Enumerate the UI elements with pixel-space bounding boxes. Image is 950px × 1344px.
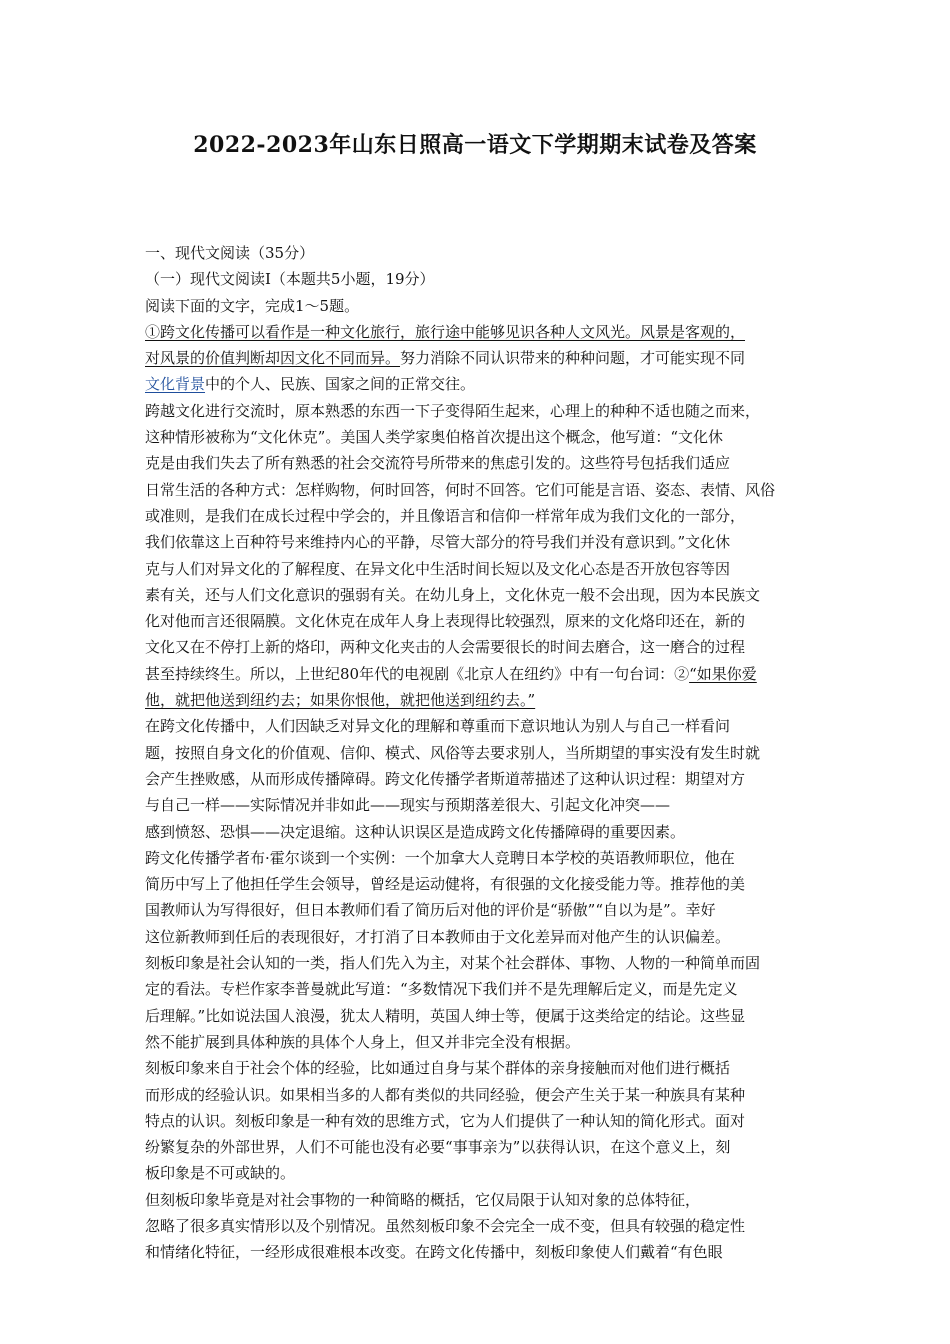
text-segment: 或准则，是我们在成长过程中学会的，并且像语言和信仰一样常年成为我们文化的一部分，: [145, 506, 746, 525]
text-line: [145, 897, 815, 923]
text-line: [145, 477, 815, 503]
hyperlink[interactable]: 文化背景: [145, 375, 206, 394]
text-line: [145, 950, 815, 976]
text-line: [145, 661, 815, 687]
text-line: [145, 1003, 815, 1029]
text-line: [145, 1134, 815, 1160]
text-segment: 这种情形被称为“文化休克”。美国人类学家奥伯格首次提出这个概念，他写道：“文化休: [145, 428, 724, 447]
text-line: [145, 792, 815, 818]
text-segment: 后理解。”比如说法国人浪漫，犹太人精明，英国人绅士等，便属于这类给定的结论。这些显: [145, 1006, 746, 1025]
text-line: [145, 1160, 815, 1186]
text-segment: 定的看法。专栏作家李普曼就此写道：“多数情况下我们并不是先理解后定义，而是先定义: [145, 980, 738, 999]
text-segment: 但刻板印象毕竟是对社会事物的一种简略的概括，它仅局限于认知对象的总体特征，: [145, 1190, 701, 1209]
text-line: [145, 976, 815, 1002]
text-segment: 中的个人、民族、国家之间的正常交往。: [205, 375, 476, 394]
text-segment: 国教师认为写得很好，但日本教师们看了简历后对他的评价是“骄傲”“自以为是”。幸好: [145, 901, 716, 920]
underlined-text: ①跨文化传播可以看作是一种文化旅行，旅行途中能够见识各种人文风光。风景是客观的，: [145, 322, 746, 341]
text-line: [145, 1029, 815, 1055]
text-line: [145, 871, 815, 897]
text-segment: （一）现代文阅读Ⅰ（本题共5小题，19分）: [145, 270, 435, 289]
text-segment: 刻板印象来自于社会个体的经验，比如通过自身与某个群体的亲身接触而对他们进行概括: [145, 1059, 731, 1078]
text-line: [145, 608, 815, 634]
text-segment: 与自己一样——实际情况并非如此——现实与预期落差很大、引起文化冲突——: [145, 796, 671, 815]
text-line: [145, 556, 815, 582]
text-segment: 文化又在不停打上新的烙印，两种文化夹击的人会需要很长的时间去磨合，这一磨合的过程: [145, 638, 746, 657]
text-segment: 特点的认识。刻板印象是一种有效的思维方式，它为人们提供了一种认知的简化形式。面对: [145, 1111, 746, 1130]
text-line: [145, 240, 815, 266]
text-line: [145, 845, 815, 871]
text-segment: 纷繁复杂的外部世界，人们不可能也没有必要“事事亲为”以获得认识，在这个意义上，刻: [145, 1138, 731, 1157]
text-segment: 我们依靠这上百种符号来维持内心的平静，尽管大部分的符号我们并没有意识到。”文化休: [145, 533, 731, 552]
text-line: [145, 1108, 815, 1134]
text-segment: 阅读下面的文字，完成1～5题。: [145, 296, 360, 315]
text-segment: 简历中写上了他担任学生会领导，曾经是运动健将，有很强的文化接受能力等。推荐他的美: [145, 875, 746, 894]
text-line: [145, 450, 815, 476]
document-title: 2022-2023年山东日照高一语文下学期期末试卷及答案: [193, 132, 757, 158]
text-line: [145, 634, 815, 660]
text-line: [145, 424, 815, 450]
text-segment: 忽略了很多真实情形以及个别情况。虽然刻板印象不会完全一成不变，但具有较强的稳定性: [145, 1216, 746, 1235]
document-body: [145, 240, 815, 1266]
text-line: [145, 740, 815, 766]
text-line: [145, 1213, 815, 1239]
text-line: [145, 1187, 815, 1213]
text-line: [145, 529, 815, 555]
text-segment: 克是由我们失去了所有熟悉的社会交流符号所带来的焦虑引发的。这些符号包括我们适应: [145, 454, 731, 473]
text-segment: 甚至持续终生。所以，上世纪80年代的电视剧《北京人在纽约》中有一句台词：②: [145, 664, 690, 683]
text-segment: 然不能扩展到具体种族的具体个人身上，但又并非完全没有根据。: [145, 1032, 581, 1051]
text-segment: 和情绪化特征，一经形成很难根本改变。在跨文化传播中，刻板印象使人们戴着“有色眼: [145, 1243, 723, 1262]
text-segment: 这位新教师到任后的表现很好，才打消了日本教师由于文化差异而对他产生的认识偏差。: [145, 927, 731, 946]
text-line: [145, 1082, 815, 1108]
text-line: [145, 319, 815, 345]
text-segment: 而形成的经验认识。如果相当多的人都有类似的共同经验，便会产生关于某一种族具有某种: [145, 1085, 746, 1104]
underlined-text: 对风景的价值判断却因文化不同而异。: [145, 349, 401, 368]
text-segment: 努力消除不同认识带来的种种问题，才可能实现不同: [400, 349, 746, 368]
text-line: [145, 345, 815, 371]
text-segment: 感到愤怒、恐惧——决定退缩。这种认识误区是造成跨文化传播障碍的重要因素。: [145, 822, 686, 841]
text-line: [145, 582, 815, 608]
text-segment: 克与人们对异文化的了解程度、在异文化中生活时间长短以及文化心态是否开放包容等因: [145, 559, 731, 578]
text-segment: 在跨文化传播中，人们因缺乏对异文化的理解和尊重而下意识地认为别人与自己一样看问: [145, 717, 731, 736]
text-segment: 板印象是不可或缺的。: [145, 1164, 296, 1183]
text-segment: 跨越文化进行交流时，原本熟悉的东西一下子变得陌生起来，心理上的种种不适也随之而来，: [145, 401, 761, 420]
text-line: [145, 819, 815, 845]
text-line: [145, 713, 815, 739]
text-segment: 会产生挫败感，从而形成传播障碍。跨文化传播学者斯道蒂描述了这种认识过程：期望对方: [145, 769, 746, 788]
text-line: [145, 1055, 815, 1081]
underlined-text: “如果你爱: [689, 664, 757, 683]
text-line: [145, 924, 815, 950]
text-segment: 刻板印象是社会认知的一类，指人们先入为主，对某个社会群体、事物、人物的一种简单而固: [145, 954, 761, 973]
text-segment: 素有关，还与人们文化意识的强弱有关。在幼儿身上，文化休克一般不会出现，因为本民族文: [145, 585, 761, 604]
text-segment: 题，按照自身文化的价值观、信仰、模式、风俗等去要求别人，当所期望的事实没有发生时就: [145, 743, 761, 762]
text-line: [145, 266, 815, 292]
text-line: [145, 503, 815, 529]
underlined-text: 他，就把他送到纽约去；如果你恨他，就把他送到纽约去。”: [145, 691, 536, 710]
text-segment: 一、现代文阅读（35分）: [145, 244, 315, 262]
text-line: [145, 766, 815, 792]
text-line: [145, 398, 815, 424]
text-line: [145, 371, 815, 397]
text-line: [145, 1239, 815, 1265]
text-line: [145, 687, 815, 713]
text-segment: 化对他而言还很隔膜。文化休克在成年人身上表现得比较强烈，原来的文化烙印还在，新的: [145, 612, 746, 631]
text-segment: 日常生活的各种方式：怎样购物，何时回答，何时不回答。它们可能是言语、姿态、表情、风俗: [145, 480, 776, 499]
text-segment: 跨文化传播学者布·霍尔谈到一个实例：一个加拿大人竞聘日本学校的英语教师职位，他在: [145, 848, 735, 867]
text-line: [145, 293, 815, 319]
